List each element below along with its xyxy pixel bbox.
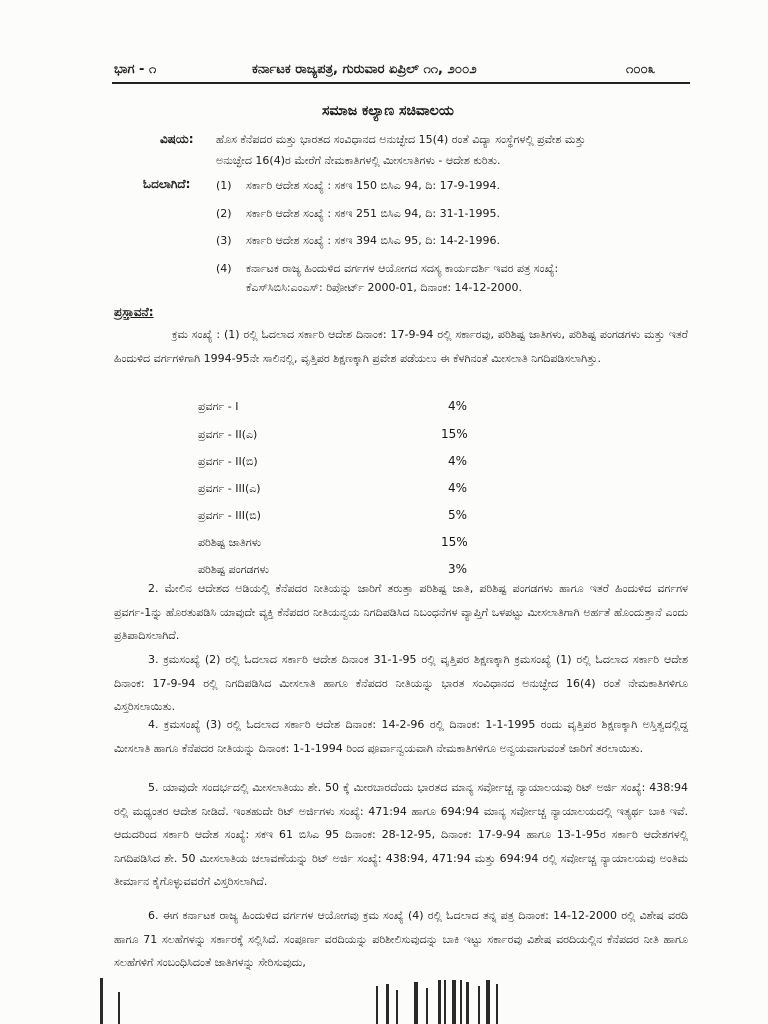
- paragraph-number: 6.: [148, 909, 159, 922]
- secretariat-title: ಸಮಾಜ ಕಲ್ಯಾಣ ಸಚಿವಾಲಯ: [322, 103, 454, 119]
- reference-num: (4): [216, 262, 232, 275]
- reservation-row: [198, 478, 498, 505]
- reservation-row: [198, 424, 498, 451]
- category-percent: 4%: [448, 481, 468, 495]
- reference-text: ಕೆಎಸ್‌ಸಿಬಿಸಿ:ಎಂಎಸ್: ರಿಪೋರ್ಟ್ 2000-01, ದಿನಾಂಕ: 14-12-2000.: [246, 281, 522, 294]
- gazette-title: ಕರ್ನಾಟಕ ರಾಜ್ಯಪತ್ರ, ಗುರುವಾರ ಏಪ್ರಿಲ್ ೧೧, ೨೦೦೨: [252, 62, 477, 77]
- reference-text: ಕರ್ನಾಟಕ ರಾಜ್ಯ ಹಿಂದುಳಿದ ವರ್ಗಗಳ ಆಯೋಗದ ಸದಸ್ಯ ಕಾರ್ಯದರ್ಶಿ ಇವರ ಪತ್ರ ಸಂಖ್ಯೆ:: [246, 262, 559, 275]
- scan-mark: [118, 992, 120, 1024]
- reference-num: (1): [216, 179, 232, 192]
- paragraph-number: 5.: [148, 781, 159, 794]
- paragraph: [114, 776, 688, 894]
- reservation-row: [198, 505, 498, 532]
- scan-mark: [100, 978, 103, 1024]
- category-percent: 4%: [448, 399, 468, 413]
- preamble-label: ಪ್ರಸ್ತಾವನೆ:: [114, 305, 154, 319]
- category-name: ಪರಿಶಿಷ್ಟ ಜಾತಿಗಳು: [198, 536, 262, 549]
- category-percent: 4%: [448, 454, 468, 468]
- paragraph: [114, 648, 688, 719]
- subject-line-2: ಅನುಚ್ಛೇದ 16(4)ರ ಮೇರೆಗೆ ನೇಮಕಾತಿಗಳಲ್ಲಿ ಮೀಸಲಾತಿಗಳು - ಆದೇಶ ಕುರಿತು.: [216, 154, 501, 167]
- gazette-part: ಭಾಗ - ೧: [114, 62, 157, 77]
- reference-text: ಸರ್ಕಾರಿ ಆದೇಶ ಸಂಖ್ಯೆ : ಸಕಇ 251 ಬಿಸಿಎ 94, ದಿ: 31-1-1995.: [246, 207, 500, 220]
- preamble-text: ಕ್ರಮ ಸಂಖ್ಯೆ : (1) ರಲ್ಲಿ ಓದಲಾದ ಸರ್ಕಾರಿ ಆದೇಶ ದಿನಾಂಕ: 17-9-94 ರಲ್ಲಿ ಸರ್ಕಾರವು, ಪರಿಶಿಷ್ಟ ಜಾತಿಗಳು, ಪರಿಶಿಷ್ಟ ಪಂಗಡಗಳು ಮತ್ತು ಇತರೆ ಹಿಂದುಳಿದ ವರ್ಗಗಳಿಗಾಗಿ 1994-95ನೇ ಸಾಲಿನಲ್ಲಿ, ವೃತ್ತಿಪರ ಶಿಕ್ಷಣಕ್ಕಾಗಿ ಪ್ರವೇಶ ಪಡೆಯಲು ಈ ಕೆಳಗಿನಂತೆ ಮೀಸಲಾತಿ ನಿಗದಿಪಡಿಸಲಾಗಿತ್ತು.: [114, 328, 688, 365]
- reference-text: ಸರ್ಕಾರಿ ಆದೇಶ ಸಂಖ್ಯೆ : ಸಕಇ 150 ಬಿಸಿಎ 94, ದಿ: 17-9-1994.: [246, 179, 500, 192]
- barcode-fragment: [372, 980, 512, 1024]
- page-number: ೧೦೦೩: [626, 62, 656, 77]
- reservation-row: [198, 451, 498, 478]
- paragraph-text: ಕ್ರಮಸಂಖ್ಯೆ (2) ರಲ್ಲಿ ಓದಲಾದ ಸರ್ಕಾರಿ ಆದೇಶ ದಿನಾಂಕ 31-1-95 ರಲ್ಲಿ ವೃತ್ತಿಪರ ಶಿಕ್ಷಣಕ್ಕಾಗಿ ಕ್ರಮಸಂಖ್ಯೆ (1) ರಲ್ಲಿ ಓದಲಾದ ಸರ್ಕಾರಿ ಆದೇಶ ದಿನಾಂಕ: 17-9-94 ರಲ್ಲಿ ನಿಗದಿಪಡಿಸಿದ ಮೀಸಲಾತಿ ಹಾಗೂ ಕೆನೆಪದರ ನೀತಿಯನ್ನು ಭಾರತ ಸಂವಿಧಾನದ ಅನುಚ್ಛೇದ 16(4) ರಂತೆ ನೇಮಕಾತಿಗಳಿಗೂ ವಿಸ್ತರಿಸಲಾಯಿತು.: [114, 653, 688, 713]
- category-name: ಪ್ರವರ್ಗ - II(ಬಿ): [198, 455, 258, 468]
- reference-num: (3): [216, 234, 232, 247]
- paragraph-text: ಈಗ ಕರ್ನಾಟಕ ರಾಜ್ಯ ಹಿಂದುಳಿದ ವರ್ಗಗಳ ಆಯೋಗವು ಕ್ರಮ ಸಂಖ್ಯೆ (4) ರಲ್ಲಿ ಓದಲಾದ ತನ್ನ ಪತ್ರ ದಿನಾಂಕ: 14-12-2000 ರಲ್ಲಿ ವಿಶೇಷ ವರದಿ ಹಾಗೂ 71 ಸಲಹೆಗಳನ್ನು ಸರ್ಕಾರಕ್ಕೆ ಸಲ್ಲಿಸಿದೆ. ಸಂಪೂರ್ಣ ವರದಿಯನ್ನು ಪರಿಶೀಲಿಸುವುದನ್ನು ಬಾಕಿ ಇಟ್ಟು ಸರ್ಕಾರವು ವಿಶೇಷ ವರದಿಯಲ್ಲಿನ ಕೆನೆಪದರ ನೀತಿ ಹಾಗೂ ಸಲಹೆಗಳಿಗೆ ಸಂಬಂಧಿಸಿದಂತೆ ಜಾತಿಗಳನ್ನು ಸೇರಿಸುವುದು,: [114, 909, 688, 969]
- header-rule: [112, 82, 690, 84]
- category-name: ಪ್ರವರ್ಗ - I: [198, 400, 239, 413]
- reference-num: (2): [216, 207, 232, 220]
- category-percent: 5%: [448, 508, 468, 522]
- paragraph-text: ಯಾವುದೇ ಸಂದರ್ಭದಲ್ಲಿ ಮೀಸಲಾತಿಯು ಶೇ. 50 ಕ್ಕೆ ಮೀರಬಾರದೆಂದು ಭಾರತದ ಮಾನ್ಯ ಸರ್ವೋಚ್ಚ ನ್ಯಾಯಾಲಯವು ರಿಟ್ ಅರ್ಜಿ ಸಂಖ್ಯೆ: 438:94 ರಲ್ಲಿ ಮಧ್ಯಂತರ ಆದೇಶ ನೀಡಿದೆ. ಇಂತಹುದೇ ರಿಟ್ ಅರ್ಜಿಗಳು ಸಂಖ್ಯೆ: 471:94 ಹಾಗೂ 694:94 ಮಾನ್ಯ ಸರ್ವೋಚ್ಚ ನ್ಯಾಯಾಲಯದಲ್ಲಿ ಇತ್ಯರ್ಥ ಬಾಕಿ ಇವೆ. ಆದುದರಿಂದ ಸರ್ಕಾರಿ ಆದೇಶ ಸಂಖ್ಯೆ: ಸಕಇ 61 ಬಿಸಿಎ 95 ದಿನಾಂಕ: 28-12-95, ದಿನಾಂಕ: 17-9-94 ಹಾಗೂ 13-1-95ರ ಸರ್ಕಾರಿ ಆದೇಶಗಳಲ್ಲಿ ನಿಗದಿಪಡಿಸಿದ ಶೇ. 50 ಮೀಸಲಾತಿಯ ಚಲಾವಣೆಯನ್ನು ರಿಟ್ ಅರ್ಜಿ ಸಂಖ್ಯೆ: 438:94, 471:94 ಮತ್ತು 694:94 ರಲ್ಲಿ ಸರ್ವೋಚ್ಚ ನ್ಯಾಯಾಲಯವು ಅಂತಿಮ ತೀರ್ಮಾನ ಕೈಗೊಳ್ಳುವವರೆಗೆ ವಿಸ್ತರಿಸಲಾಗಿದೆ.: [114, 781, 688, 888]
- subject-line-1: ಹೊಸ ಕೆನೆಪದರ ಮತ್ತು ಭಾರತದ ಸಂವಿಧಾನದ ಅನುಚ್ಛೇದ 15(4) ರಂತೆ ವಿದ್ಯಾ ಸಂಸ್ಥೆಗಳಲ್ಲಿ ಪ್ರವೇಶ ಮತ್ತು: [216, 133, 586, 146]
- paragraph-number: 3.: [148, 653, 159, 666]
- subject-label: ವಿಷಯ:: [160, 132, 194, 146]
- category-name: ಪ್ರವರ್ಗ - III(ಎ): [198, 482, 261, 495]
- paragraph: [114, 713, 688, 760]
- category-name: ಪ್ರವರ್ಗ - III(ಬಿ): [198, 509, 261, 522]
- reservation-row: [198, 396, 498, 424]
- reservation-table: [198, 396, 498, 586]
- paragraph-number: 4.: [148, 718, 159, 731]
- references-label: ಓದಲಾಗಿದೆ:: [143, 177, 191, 191]
- category-name: ಪ್ರವರ್ಗ - II(ಎ): [198, 428, 258, 441]
- category-percent: 15%: [441, 535, 468, 549]
- paragraph-text: ಕ್ರಮಸಂಖ್ಯೆ (3) ರಲ್ಲಿ ಓದಲಾದ ಸರ್ಕಾರಿ ಆದೇಶ ದಿನಾಂಕ: 14-2-96 ರಲ್ಲಿ ದಿನಾಂಕ: 1-1-1995 ರಂದು ವೃತ್ತಿಪರ ಶಿಕ್ಷಣಕ್ಕಾಗಿ ಅಸ್ತಿತ್ವದಲ್ಲಿದ್ದ ಮೀಸಲಾತಿ ಹಾಗೂ ಕೆನೆಪದರ ನೀತಿಯನ್ನು ದಿನಾಂಕ: 1-1-1994 ರಿಂದ ಪೂರ್ವಾನ್ವಯವಾಗಿ ನೇಮಕಾತಿಗಳಿಗೂ ಅನ್ವಯವಾಗುವಂತೆ ಜಾರಿಗೆ ತರಲಾಯಿತು.: [114, 718, 688, 755]
- paragraph: [114, 577, 688, 648]
- reference-text: ಸರ್ಕಾರಿ ಆದೇಶ ಸಂಖ್ಯೆ : ಸಕಇ 394 ಬಿಸಿಎ 95, ದಿ: 14-2-1996.: [246, 234, 500, 247]
- paragraph-text: ಮೇಲಿನ ಆದೇಶದ ಅಡಿಯಲ್ಲಿ ಕೆನೆಪದರ ನೀತಿಯನ್ನು ಜಾರಿಗೆ ತರುತ್ತಾ ಪರಿಶಿಷ್ಟ ಜಾತಿ, ಪರಿಶಿಷ್ಟ ಪಂಗಡಗಳು ಹಾಗೂ ಇತರೆ ಹಿಂದುಳಿದ ವರ್ಗಗಳ ಪ್ರವರ್ಗ-1ನ್ನು ಹೊರತುಪಡಿಸಿ ಯಾವುದೇ ವ್ಯಕ್ತಿ ಕೆನೆಪದರ ನೀತಿಯನ್ವಯ ನಿಗದಿಪಡಿಸಿದ ನಿಬಂಧನೆಗಳ ವ್ಯಾಪ್ತಿಗೆ ಒಳಪಟ್ಟು ಮೀಸಲಾತಿಗಾಗಿ ಅರ್ಹತೆ ಹೊಂದುತ್ತಾನೆ ಎಂದು ಪ್ರತಿಪಾದಿಸಲಾಗಿದೆ.: [114, 582, 688, 642]
- paragraph-number: 2.: [148, 582, 159, 595]
- category-name: ಪರಿಶಿಷ್ಟ ಪಂಗಡಗಳು: [198, 563, 269, 576]
- reservation-row: [198, 532, 498, 559]
- category-percent: 3%: [448, 562, 468, 576]
- paragraph: [114, 904, 688, 975]
- category-percent: 15%: [441, 427, 468, 441]
